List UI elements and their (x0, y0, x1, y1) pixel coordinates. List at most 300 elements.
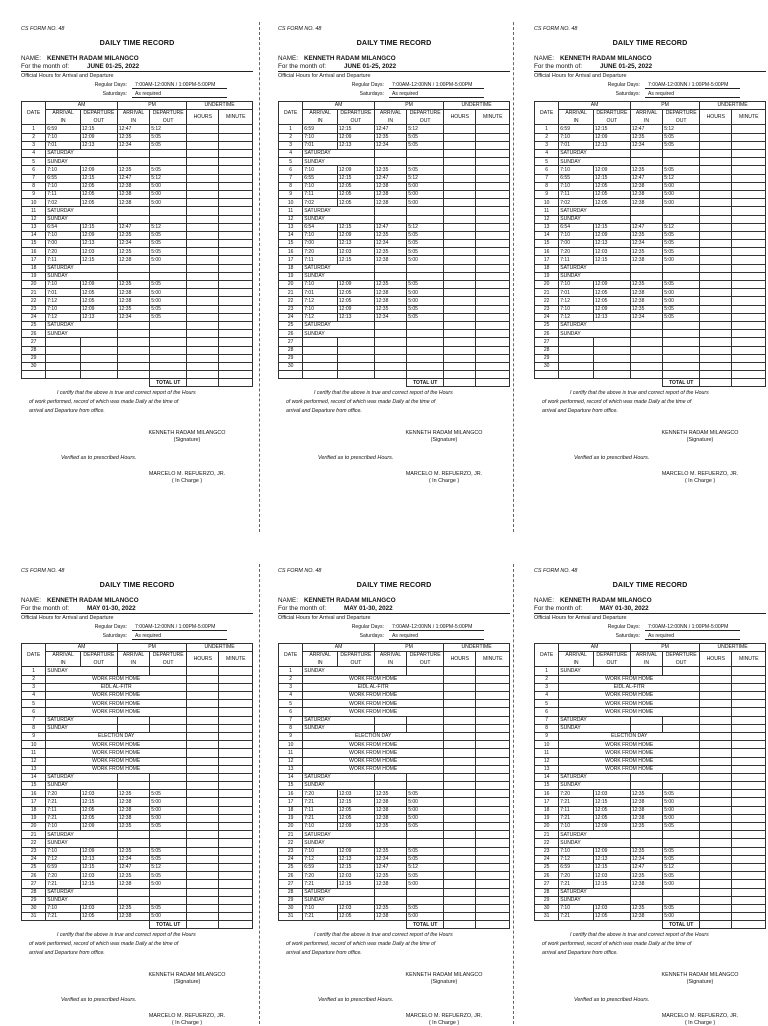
pm-departure-out: 5:05 (150, 790, 187, 798)
table-row (279, 683, 510, 691)
pm-departure-out: 5:05 (407, 305, 444, 313)
pm-departure-out: 5:00 (663, 182, 700, 190)
row-date: 24 (535, 855, 559, 863)
empty-cell (476, 708, 510, 716)
row-date: 23 (279, 305, 303, 313)
am-arrival-in: 6:55 (46, 174, 81, 182)
table-row (535, 823, 766, 831)
incharge-block (378, 1013, 510, 1026)
month-row (278, 63, 510, 73)
row-date: 3 (22, 141, 46, 149)
header-undertime: UNDERTIME (700, 643, 766, 651)
empty-cell (219, 847, 253, 855)
row-date: 2 (279, 675, 303, 683)
empty-cell (700, 773, 732, 781)
month-row (278, 605, 510, 615)
empty-cell (700, 863, 732, 871)
empty-cell (476, 166, 510, 174)
empty-cell (732, 223, 766, 231)
signatory-name: KENNETH RADAM MILANGCO (148, 430, 226, 437)
empty-cell (700, 215, 732, 223)
row-date: 13 (279, 223, 303, 231)
row-date: 2 (22, 675, 46, 683)
row-date: 28 (535, 888, 559, 896)
am-arrival-in (559, 354, 594, 362)
empty-cell (732, 872, 766, 880)
table-row (535, 297, 766, 305)
row-date: 11 (22, 207, 46, 215)
row-date: 4 (535, 692, 559, 700)
empty-cell (700, 757, 732, 765)
table-row (279, 872, 510, 880)
empty-cell (444, 872, 476, 880)
table-row (535, 371, 766, 379)
header-am: AM (559, 101, 631, 109)
empty-cell (700, 166, 732, 174)
empty-cell (476, 872, 510, 880)
row-remark: EIDL AL-FITR (559, 683, 700, 691)
am-departure-out: 12:09 (80, 231, 117, 239)
pm-departure-out: 5:12 (663, 174, 700, 182)
table-row (22, 150, 253, 158)
empty-cell (187, 675, 219, 683)
empty-cell (374, 207, 406, 215)
pm-arrival-in: 12:35 (374, 790, 406, 798)
empty-cell (444, 798, 476, 806)
empty-cell (732, 741, 766, 749)
am-departure-out: 12:03 (80, 790, 117, 798)
row-date: 1 (535, 125, 559, 133)
row-day-type: SUNDAY (46, 724, 81, 732)
empty-cell (219, 330, 253, 338)
employee-name: KENNETH RADAM MILANGCO (559, 55, 652, 63)
pm-departure-out: 5:05 (663, 847, 700, 855)
empty-cell (219, 264, 253, 272)
row-date: 18 (22, 264, 46, 272)
am-departure-out (337, 371, 374, 379)
row-day-type: SUNDAY (559, 215, 594, 223)
empty-cell (593, 782, 630, 790)
pm-arrival-in: 12:47 (630, 223, 662, 231)
row-date: 28 (279, 888, 303, 896)
empty-cell (374, 264, 406, 272)
empty-cell (150, 667, 187, 675)
empty-cell (219, 281, 253, 289)
empty-cell (732, 839, 766, 847)
table-row (279, 362, 510, 370)
empty-cell (700, 207, 732, 215)
row-date: 9 (535, 190, 559, 198)
empty-cell (476, 346, 510, 354)
am-departure-out: 12:15 (593, 256, 630, 264)
empty-cell (444, 330, 476, 338)
pm-arrival-in: 12:35 (630, 847, 662, 855)
empty-cell (219, 700, 253, 708)
empty-cell (187, 264, 219, 272)
empty-cell (732, 683, 766, 691)
row-date: 7 (535, 174, 559, 182)
table-row (22, 166, 253, 174)
saturdays-value: As required (645, 91, 740, 98)
empty-cell (187, 773, 219, 781)
total-ut-hours (700, 379, 732, 387)
pm-departure-out: 5:00 (663, 806, 700, 814)
pm-arrival-in: 12:47 (630, 863, 662, 871)
empty-cell (444, 297, 476, 305)
row-date: 8 (535, 724, 559, 732)
empty-cell (476, 896, 510, 904)
empty-cell (444, 272, 476, 280)
pm-arrival-in (117, 346, 149, 354)
empty-cell (732, 667, 766, 675)
row-date: 14 (279, 773, 303, 781)
empty-cell (700, 782, 732, 790)
row-date: 17 (279, 798, 303, 806)
am-arrival-in: 7:20 (303, 248, 338, 256)
month-label: For the month of: (21, 604, 69, 612)
row-date: 1 (535, 667, 559, 675)
time-record-table (278, 101, 510, 388)
employee-name: KENNETH RADAM MILANGCO (46, 597, 139, 605)
empty-cell (374, 150, 406, 158)
empty-cell (80, 321, 117, 329)
empty-cell (444, 716, 476, 724)
empty-cell (732, 215, 766, 223)
empty-cell (407, 839, 444, 847)
empty-cell (700, 855, 732, 863)
row-remark: WORK FROM HOME (303, 708, 444, 716)
table-row (22, 174, 253, 182)
saturdays-row (278, 633, 510, 640)
header-pm-arrival: ARRIVAL (630, 652, 662, 660)
table-row (535, 313, 766, 321)
row-date: 19 (535, 814, 559, 822)
row-date: 14 (22, 231, 46, 239)
empty-cell (187, 798, 219, 806)
table-row (535, 190, 766, 198)
table-row (535, 741, 766, 749)
table-row (279, 831, 510, 839)
pm-departure-out: 5:12 (663, 223, 700, 231)
pm-departure-out: 5:05 (407, 872, 444, 880)
am-arrival-in: 7:10 (46, 281, 81, 289)
row-date: 5 (22, 158, 46, 166)
total-ut-label: TOTAL UT (150, 921, 187, 929)
row-date: 13 (22, 765, 46, 773)
am-departure-out (80, 354, 117, 362)
incharge-label: ( In Charge ) (428, 1019, 460, 1026)
pm-departure-out: 5:05 (663, 141, 700, 149)
header-pm-in: IN (630, 117, 662, 125)
pm-departure-out: 5:05 (663, 166, 700, 174)
am-departure-out: 12:15 (337, 125, 374, 133)
am-departure-out: 12:05 (80, 913, 117, 921)
row-date: 19 (22, 814, 46, 822)
row-date: 7 (279, 716, 303, 724)
header-pm-out: OUT (407, 117, 444, 125)
empty-cell (150, 782, 187, 790)
official-hours-label: Official Hours for Arrival and Departure (21, 615, 114, 622)
row-remark: EIDL AL-FITR (303, 683, 444, 691)
empty-cell (444, 880, 476, 888)
empty-cell (663, 831, 700, 839)
header-am-in: IN (303, 117, 338, 125)
row-date: 16 (535, 248, 559, 256)
header-date: DATE (535, 101, 559, 125)
empty-cell (187, 692, 219, 700)
empty-cell (219, 823, 253, 831)
empty-cell (187, 863, 219, 871)
month-label: For the month of: (534, 604, 582, 612)
row-day-type: SATURDAY (46, 264, 81, 272)
total-ut-hours (700, 921, 732, 929)
am-arrival-in: 7:10 (303, 231, 338, 239)
empty-cell (476, 362, 510, 370)
empty-cell (663, 716, 700, 724)
table-row (279, 724, 510, 732)
row-date: 11 (279, 749, 303, 757)
header-hours: HOURS (187, 652, 219, 667)
empty-cell (732, 125, 766, 133)
header-am-in: IN (303, 659, 338, 667)
row-day-type: SUNDAY (559, 782, 594, 790)
empty-cell (80, 207, 117, 215)
empty-cell (337, 321, 374, 329)
row-date: 25 (535, 863, 559, 871)
empty-cell (593, 839, 630, 847)
pm-arrival-in: 12:38 (117, 297, 149, 305)
row-day-type: SATURDAY (46, 773, 81, 781)
total-ut-label: TOTAL UT (407, 921, 444, 929)
row-date: 22 (279, 297, 303, 305)
row-day-type: SUNDAY (303, 158, 338, 166)
table-row (535, 732, 766, 740)
empty-cell (732, 330, 766, 338)
table-row (22, 330, 253, 338)
am-departure-out: 12:03 (593, 904, 630, 912)
empty-cell (593, 321, 630, 329)
am-departure-out: 12:03 (337, 904, 374, 912)
pm-departure-out: 5:05 (150, 231, 187, 239)
table-row (22, 765, 253, 773)
header-minute: MINUTE (219, 110, 253, 125)
table-row (279, 708, 510, 716)
empty-cell (219, 199, 253, 207)
empty-cell (444, 182, 476, 190)
empty-cell (117, 896, 149, 904)
am-arrival-in (303, 346, 338, 354)
signatory-name: KENNETH RADAM MILANGCO (661, 972, 739, 979)
empty-cell (444, 749, 476, 757)
pm-arrival-in: 12:47 (630, 174, 662, 182)
table-row (22, 896, 253, 904)
pm-departure-out: 5:12 (150, 223, 187, 231)
pm-arrival-in (117, 354, 149, 362)
am-departure-out: 12:15 (80, 863, 117, 871)
row-date: 21 (279, 289, 303, 297)
row-date: 4 (22, 150, 46, 158)
pm-arrival-in: 12:34 (630, 240, 662, 248)
am-departure-out: 12:03 (80, 904, 117, 912)
empty-cell (337, 716, 374, 724)
total-ut-label: TOTAL UT (663, 379, 700, 387)
pm-departure-out: 5:05 (663, 790, 700, 798)
official-hours-label: Official Hours for Arrival and Departure (278, 73, 371, 80)
incharge-label: ( In Charge ) (428, 477, 460, 484)
pm-departure-out: 5:05 (150, 240, 187, 248)
row-date: 12 (535, 757, 559, 765)
table-row (279, 782, 510, 790)
header-minute: MINUTE (732, 110, 766, 125)
row-remark: WORK FROM HOME (559, 765, 700, 773)
table-row (279, 125, 510, 133)
empty-cell (444, 313, 476, 321)
name-row (278, 55, 510, 63)
empty-cell (444, 839, 476, 847)
am-arrival-in: 7:10 (559, 823, 594, 831)
row-date: 4 (22, 692, 46, 700)
empty-cell (630, 158, 662, 166)
empty-cell (700, 683, 732, 691)
am-arrival-in: 7:10 (559, 847, 594, 855)
pm-departure-out: 5:00 (407, 814, 444, 822)
pm-arrival-in: 12:35 (374, 248, 406, 256)
pm-arrival-in: 12:38 (630, 798, 662, 806)
row-date: 16 (279, 248, 303, 256)
empty-cell (444, 264, 476, 272)
empty-cell (732, 207, 766, 215)
am-arrival-in: 7:21 (559, 913, 594, 921)
empty-cell (476, 305, 510, 313)
row-day-type: SATURDAY (46, 321, 81, 329)
row-remark: WORK FROM HOME (559, 741, 700, 749)
table-row (279, 231, 510, 239)
pm-departure-out: 5:12 (150, 174, 187, 182)
empty-cell (700, 700, 732, 708)
empty-cell (80, 716, 117, 724)
am-departure-out: 12:09 (593, 823, 630, 831)
empty-cell (630, 896, 662, 904)
pm-arrival-in: 12:34 (117, 855, 149, 863)
table-row (279, 289, 510, 297)
am-departure-out: 12:13 (80, 240, 117, 248)
row-remark: WORK FROM HOME (303, 765, 444, 773)
empty-cell (187, 141, 219, 149)
am-arrival-in: 7:00 (559, 240, 594, 248)
row-remark: WORK FROM HOME (303, 749, 444, 757)
header-pm: PM (374, 101, 443, 109)
am-departure-out: 12:05 (593, 913, 630, 921)
table-row (535, 880, 766, 888)
signature-label: (Signature) (430, 978, 458, 985)
row-date: 29 (279, 354, 303, 362)
empty-cell (444, 913, 476, 921)
table-row (535, 231, 766, 239)
row-date: 17 (22, 256, 46, 264)
table-row (279, 716, 510, 724)
table-row (535, 215, 766, 223)
empty-cell (219, 313, 253, 321)
pm-arrival-in (630, 362, 662, 370)
row-date: 24 (22, 855, 46, 863)
row-date: 25 (22, 863, 46, 871)
pm-arrival-in: 12:38 (374, 806, 406, 814)
row-date: 8 (22, 182, 46, 190)
header-am-in: IN (46, 117, 81, 125)
pm-arrival-in (374, 354, 406, 362)
table-row (279, 880, 510, 888)
employee-signature-block (121, 430, 253, 443)
empty-cell (476, 207, 510, 215)
row-date: 10 (279, 741, 303, 749)
empty-cell (700, 371, 732, 379)
table-row (22, 863, 253, 871)
row-date: 17 (535, 798, 559, 806)
table-row (535, 814, 766, 822)
table-row (535, 855, 766, 863)
empty-cell (593, 207, 630, 215)
empty-cell (150, 330, 187, 338)
am-arrival-in: 7:12 (46, 313, 81, 321)
am-departure-out (337, 354, 374, 362)
am-arrival-in: 7:02 (559, 199, 594, 207)
am-departure-out: 12:05 (593, 814, 630, 822)
empty-cell (476, 256, 510, 264)
am-departure-out: 12:03 (593, 872, 630, 880)
pm-arrival-in: 12:35 (374, 231, 406, 239)
saturdays-label: Saturdays: (102, 90, 127, 97)
empty-cell (444, 125, 476, 133)
table-row (22, 782, 253, 790)
empty-cell (187, 346, 219, 354)
row-day-type: SATURDAY (559, 716, 594, 724)
am-departure-out: 12:09 (80, 823, 117, 831)
row-date: 9 (279, 732, 303, 740)
form-number: CS FORM NO. 48 (21, 568, 65, 574)
pm-arrival-in: 12:38 (117, 814, 149, 822)
pm-departure-out: 5:00 (150, 199, 187, 207)
empty-cell (732, 749, 766, 757)
table-row (535, 207, 766, 215)
empty-cell (630, 888, 662, 896)
pm-arrival-in: 12:38 (117, 256, 149, 264)
am-arrival-in: 7:01 (46, 141, 81, 149)
month-value: JUNE 01-25, 2022 (86, 62, 140, 70)
empty-cell (593, 716, 630, 724)
empty-cell (337, 158, 374, 166)
table-row (279, 313, 510, 321)
row-day-type: SUNDAY (303, 272, 338, 280)
am-departure-out: 12:15 (593, 223, 630, 231)
row-day-type: SATURDAY (559, 150, 594, 158)
header-pm-departure: DEPARTURE (407, 652, 444, 660)
empty-cell (187, 297, 219, 305)
pm-departure-out: 5:05 (407, 133, 444, 141)
header-hours: HOURS (187, 110, 219, 125)
pm-arrival-in: 12:35 (374, 166, 406, 174)
row-date: 6 (22, 708, 46, 716)
total-ut-hours (444, 379, 476, 387)
empty-cell (187, 174, 219, 182)
empty-cell (219, 125, 253, 133)
empty-cell (444, 150, 476, 158)
empty-cell (219, 782, 253, 790)
pm-arrival-in: 12:47 (117, 125, 149, 133)
am-departure-out: 12:05 (80, 182, 117, 190)
empty-cell (219, 831, 253, 839)
regular-days-row (278, 624, 510, 631)
table-row (279, 158, 510, 166)
